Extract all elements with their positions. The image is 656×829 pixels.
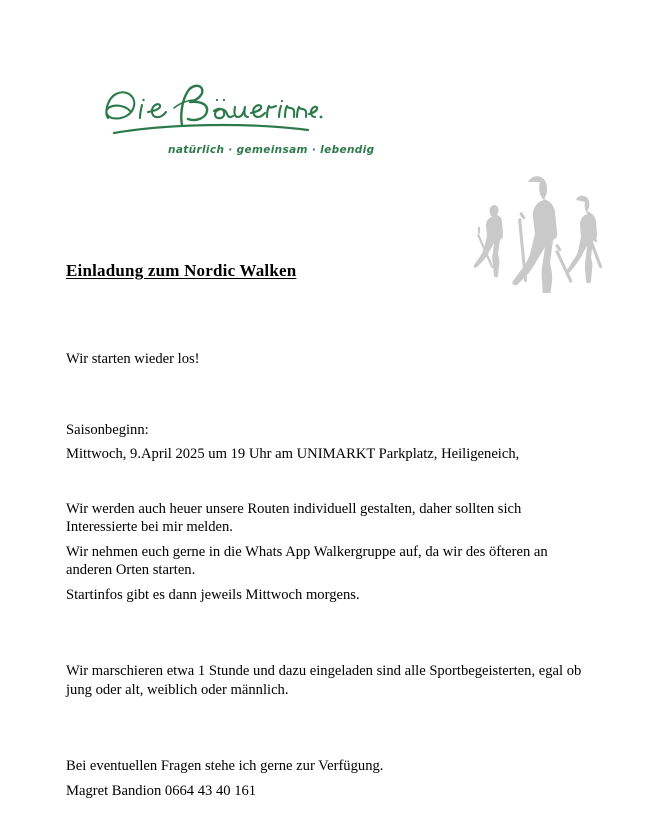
routes-paragraph: Wir werden auch heuer unsere Routen individuell gestalten, daher sollten sich Interessierte bei mir melden. xyxy=(66,500,522,535)
logo-script-icon xyxy=(96,78,326,138)
duration-paragraph: Wir marschieren etwa 1 Stunde und dazu eingeladen sind alle Sportbegeisterten, egal ob jung oder alt, weiblich oder männlich. xyxy=(66,663,582,698)
logo-tagline: natürlich · gemeinsam · lebendig xyxy=(168,144,375,156)
intro-paragraph: Wir starten wieder los! xyxy=(66,351,200,367)
spacer xyxy=(66,464,596,500)
questions-paragraph: Bei eventuellen Fragen stehe ich gerne zur Verfügung. xyxy=(66,758,384,774)
spacer xyxy=(66,369,596,421)
contact-line: Magret Bandion 0664 43 40 161 xyxy=(66,782,257,799)
page-title: Einladung zum Nordic Walken xyxy=(66,261,297,280)
startinfo-paragraph: Startinfos gibt es dann jeweils Mittwoch morgens. xyxy=(66,586,360,603)
spacer xyxy=(66,604,596,662)
nordic-walkers-silhouette-icon xyxy=(466,168,606,293)
letter-body xyxy=(66,350,596,800)
bauerinnen-logo xyxy=(96,78,375,168)
season-date: Mittwoch, 9.April 2025 um 19 Uhr am UNIMARKT Parkplatz, Heiligeneich, xyxy=(66,446,520,462)
spacer xyxy=(66,699,596,757)
whatsapp-paragraph: Wir nehmen euch gerne in die Whats App Walkergruppe auf, da wir des öfteren an anderen Orten starten. xyxy=(66,543,548,578)
season-label: Saisonbeginn: xyxy=(66,421,149,438)
